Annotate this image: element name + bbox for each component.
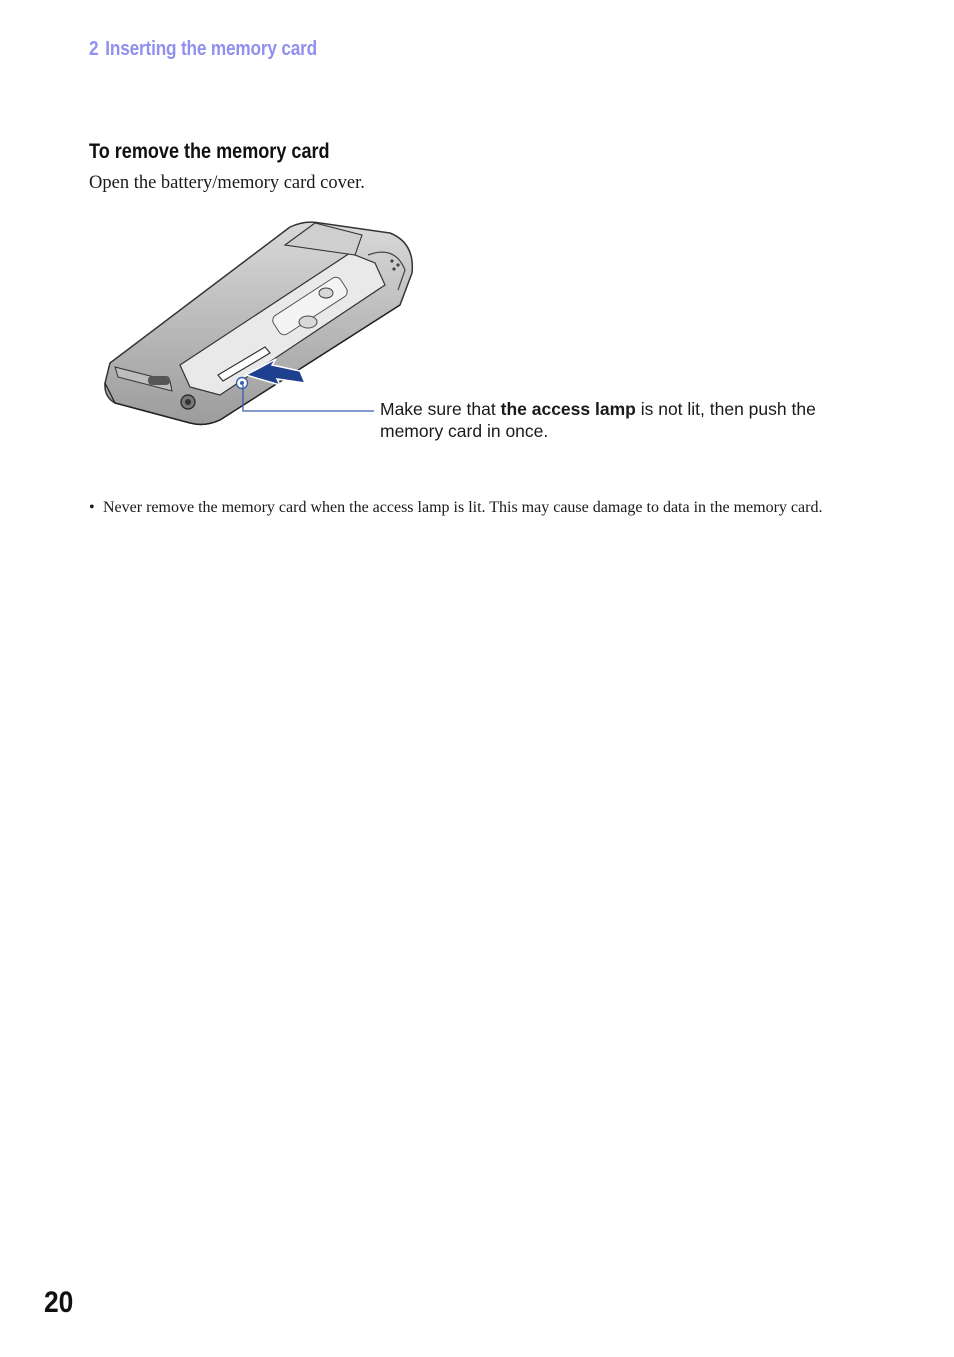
chapter-title: Inserting the memory card xyxy=(105,38,318,60)
callout-bold: the access lamp xyxy=(500,399,636,419)
section-heading: To remove the memory card xyxy=(89,140,330,163)
callout-prefix: Make sure that xyxy=(380,399,501,419)
bullet: • xyxy=(89,499,95,516)
access-lamp-callout xyxy=(380,398,860,442)
page-number: 20 xyxy=(44,1286,74,1319)
callout-leader-line xyxy=(242,385,374,413)
callout-suffix: is not lit, then push the memory card in once. xyxy=(380,399,816,441)
list-item xyxy=(89,497,879,518)
note-list xyxy=(89,497,879,518)
intro-text: Open the battery/memory card cover. xyxy=(89,173,365,193)
running-head xyxy=(89,38,317,61)
note-text: Never remove the memory card when the access lamp is lit. This may cause damage to data in the memory card. xyxy=(103,499,823,516)
chapter-number: 2 xyxy=(89,38,99,60)
